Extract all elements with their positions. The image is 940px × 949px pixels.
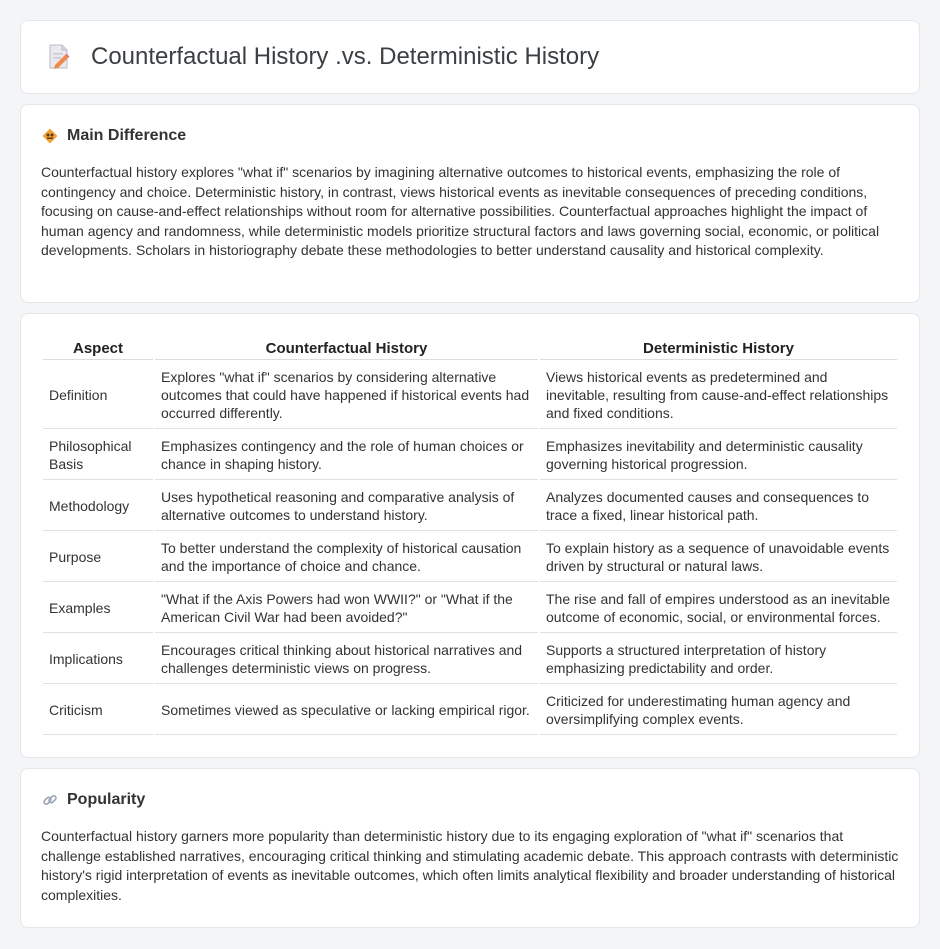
aspect-cell: Examples	[43, 584, 153, 633]
main-difference-section	[20, 104, 920, 303]
table-row	[43, 686, 897, 735]
deterministic-cell: To explain history as a sequence of unavoidable events driven by structural or natural laws.	[540, 533, 897, 582]
diamond-sign-icon	[41, 127, 59, 145]
deterministic-cell: Emphasizes inevitability and deterministic causality governing historical progression.	[540, 431, 897, 480]
deterministic-cell: Analyzes documented causes and consequences to trace a fixed, linear historical path.	[540, 482, 897, 531]
table-row	[43, 482, 897, 531]
aspect-cell: Criticism	[43, 686, 153, 735]
counterfactual-cell: Emphasizes contingency and the role of human choices or chance in shaping history.	[155, 431, 538, 480]
aspect-cell: Implications	[43, 635, 153, 684]
counterfactual-cell: To better understand the complexity of historical causation and the importance of choice and chance.	[155, 533, 538, 582]
main-difference-text: Counterfactual history explores "what if" scenarios by imagining alternative outcomes to historical events, emphasizing the role of contingency and choice. Deterministic history, in contrast, views historical events as inevitable consequences of preceding conditions, focusing on cause-and-effect relationships without room for alternative possibilities. Counterfactual approaches highlight the impact of human agency and randomness, while deterministic models prioritize structural factors and laws governing social, economic, or political developments. Scholars in historiography debate these methodologies to better understand causality and historical complexity.	[41, 164, 880, 258]
deterministic-cell: Views historical events as predetermined and inevitable, resulting from cause-and-effect relationships and fixed conditions.	[540, 362, 897, 429]
popularity-section	[20, 768, 920, 928]
comparison-table-card	[20, 313, 920, 758]
deterministic-cell: The rise and fall of empires understood as an inevitable outcome of economic, social, or environmental forces.	[540, 584, 897, 633]
title-card	[20, 20, 920, 94]
table-row	[43, 362, 897, 429]
counterfactual-cell: "What if the Axis Powers had won WWII?" or "What if the American Civil War had been avoided?"	[155, 584, 538, 633]
header-deterministic: Deterministic History	[540, 334, 897, 360]
aspect-cell: Philosophical Basis	[43, 431, 153, 480]
header-counterfactual: Counterfactual History	[155, 334, 538, 360]
table-header-row	[43, 334, 897, 360]
popularity-text: Counterfactual history garners more popularity than deterministic history due to its engaging exploration of "what if" scenarios that challenge established narratives, encouraging critical thinking and stimulating academic debate. This approach contrasts with deterministic history's rigid interpretation of events as inevitable outcomes, which often limits analytical flexibility and broader understanding of historical complexities.	[41, 828, 899, 903]
deterministic-cell: Supports a structured interpretation of history emphasizing predictability and order.	[540, 635, 897, 684]
counterfactual-cell: Explores "what if" scenarios by considering alternative outcomes that could have happened if historical events had occurred differently.	[155, 362, 538, 429]
counterfactual-cell: Encourages critical thinking about historical narratives and challenges deterministic views on progress.	[155, 635, 538, 684]
counterfactual-cell: Sometimes viewed as speculative or lacking empirical rigor.	[155, 686, 538, 735]
link-icon	[41, 791, 59, 809]
main-difference-title: Main Difference	[67, 127, 187, 144]
aspect-cell: Definition	[43, 362, 153, 429]
table-row	[43, 635, 897, 684]
table-row	[43, 584, 897, 633]
aspect-cell: Methodology	[43, 482, 153, 531]
table-row	[43, 431, 897, 480]
header-aspect: Aspect	[43, 334, 153, 360]
table-row	[43, 533, 897, 582]
page-title: Counterfactual History .vs. Deterministic History	[91, 43, 600, 70]
deterministic-cell: Criticized for underestimating human agency and oversimplifying complex events.	[540, 686, 897, 735]
document-pen-icon	[47, 43, 71, 71]
aspect-cell: Purpose	[43, 533, 153, 582]
popularity-title: Popularity	[67, 791, 146, 808]
comparison-table	[41, 332, 899, 737]
counterfactual-cell: Uses hypothetical reasoning and comparative analysis of alternative outcomes to understand history.	[155, 482, 538, 531]
